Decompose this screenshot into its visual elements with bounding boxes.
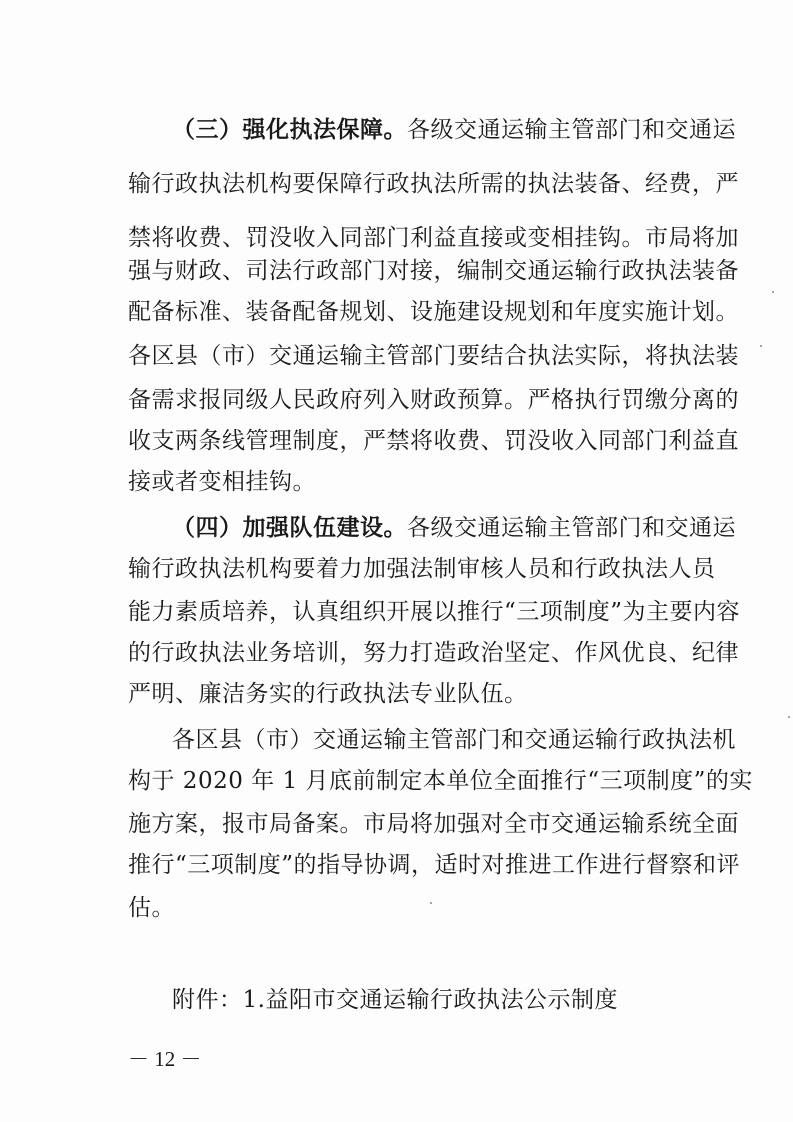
scan-speck: [788, 716, 790, 718]
paragraph-1-line-1: [172, 113, 736, 147]
paragraph-1-line-4: 强与财政、司法行政部门对接，编制交通运输行政执法装备: [128, 258, 739, 284]
paragraph-2-line-5: 严明、廉洁务实的行政执法专业队伍。: [128, 681, 528, 707]
paragraph-2-line-4: 的行政执法业务培训，努力打造政治坚定、作风优良、纪律: [128, 640, 739, 666]
paragraph-2-line-1: [172, 511, 736, 545]
paragraph-3-line-1: 各区县（市）交通运输主管部门和交通运输行政执法机: [172, 727, 736, 753]
paragraph-2-line-3: 能力素质培养，认真组织开展以推行“三项制度”为主要内容: [128, 599, 741, 625]
paragraph-1-line-5: 配备标准、装备配备规划、设施建设规划和年度实施计划。: [128, 299, 739, 325]
paragraph-3-line-3: 施方案，报市局备案。市局将加强对全市交通运输系统全面: [128, 811, 739, 837]
scan-speck: [430, 902, 432, 904]
page-number: － 12 －: [128, 1047, 202, 1071]
scan-speck: [772, 291, 774, 293]
paragraph-1-line-2: 输行政执法机构要保障行政执法所需的执法装备、经费，严: [128, 171, 739, 197]
paragraph-1-line-8: 收支两条线管理制度，严禁将收费、罚没收入同部门利益直: [128, 428, 739, 454]
paragraph-1-text: 各级交通运输主管部门和交通运: [407, 117, 736, 143]
attachment-line: 附件：1.益阳市交通运输行政执法公示制度: [172, 987, 618, 1013]
paragraph-2-line-2: 输行政执法机构要着力加强法制审核人员和行政执法人员: [128, 556, 716, 582]
paragraph-1-line-9: 接或者变相挂钩。: [128, 469, 316, 495]
paragraph-2-text: 各级交通运输主管部门和交通运: [407, 515, 736, 541]
paragraph-1-line-6: 各区县（市）交通运输主管部门要结合执法实际，将执法装: [128, 343, 739, 369]
paragraph-1-line-7: 备需求报同级人民政府列入财政预算。严格执行罚缴分离的: [128, 387, 739, 413]
paragraph-1-heading: （三）强化执法保障。: [172, 116, 407, 143]
paragraph-1-line-3: 禁将收费、罚没收入同部门利益直接或变相挂钩。市局将加: [128, 225, 739, 251]
paragraph-3-line-4: 推行“三项制度”的指导协调，适时对推进工作进行督察和评: [128, 852, 741, 878]
paragraph-2-heading: （四）加强队伍建设。: [172, 514, 407, 541]
paragraph-3-line-5: 估。: [128, 895, 175, 921]
paragraph-3-line-2: 构于 2020 年 1 月底前制定本单位全面推行“三项制度”的实: [128, 768, 753, 794]
scan-speck: [760, 345, 762, 347]
